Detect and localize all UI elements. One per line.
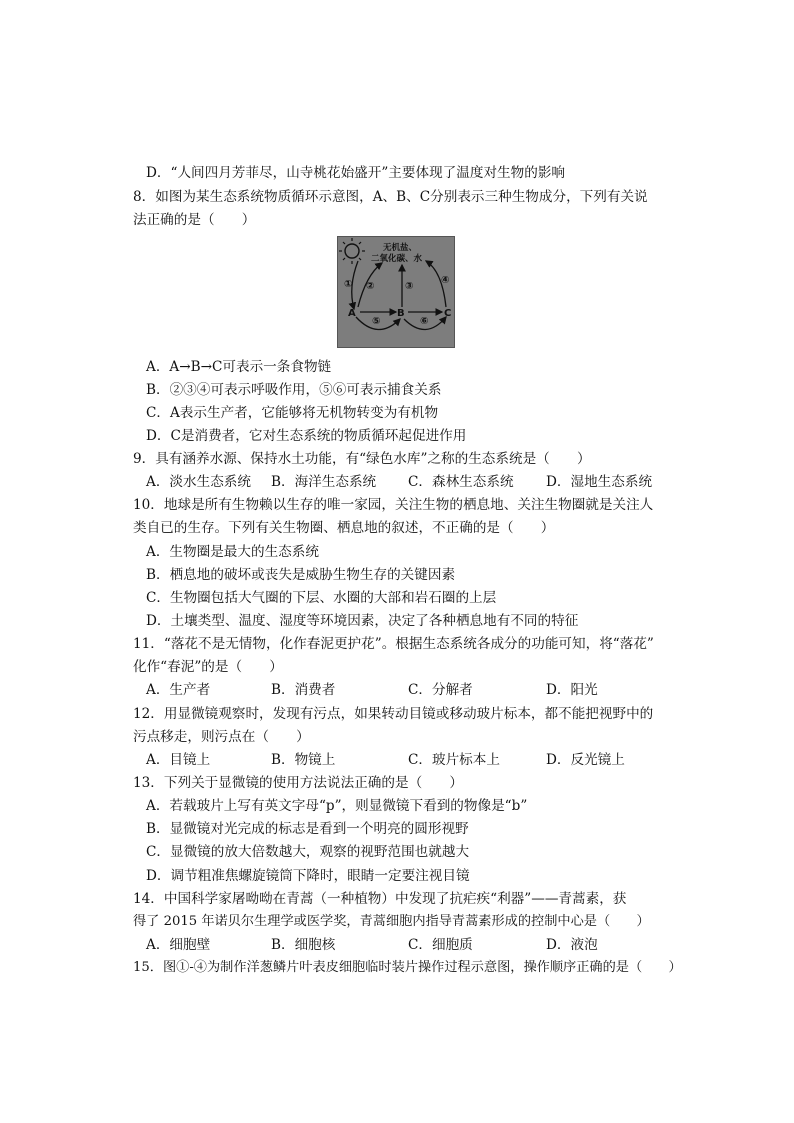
q13-stem: 13．下列关于显微镜的使用方法说法正确的是（ ） — [133, 775, 463, 791]
q14-option-b: B．细胞核 — [271, 937, 336, 953]
q14-option-a: A．细胞壁 — [146, 937, 211, 953]
q10-stem-line1: 10．地球是所有生物赖以生存的唯一家园，关注生物的栖息地、关注生物圈就是关注人 — [133, 497, 654, 513]
q14-option-c: C．细胞质 — [408, 937, 473, 953]
q11-stem-line1: 11．“落花不是无情物，化作春泥更护花”。根据生态系统各成分的功能可知，将“落花” — [133, 636, 654, 652]
q11-option-d: D．阳光 — [546, 682, 598, 698]
q12-stem-line1: 12．用显微镜观察时，发现有污点，如果转动目镜或移动玻片标本，都不能把视野中的 — [133, 706, 654, 722]
q13-option-c: C．显微镜的放大倍数越大，观察的视野范围也就越大 — [146, 844, 470, 860]
q12-option-a: A．目镜上 — [146, 752, 211, 768]
q10-option-d: D．土壤类型、温度、湿度等环境因素，决定了各种栖息地有不同的特征 — [146, 613, 579, 629]
label-arrow-1: ① — [344, 279, 353, 290]
q8-option-c: C．A表示生产者，它能够将无机物转变为有机物 — [146, 405, 439, 421]
q13-option-d: D．调节粗准焦螺旋镜筒下降时，眼睛一定要注视目镜 — [146, 868, 470, 884]
q8-option-a: A．A→B→C可表示一条食物链 — [146, 359, 332, 375]
q8-option-d: D．C是消费者，它对生态系统的物质循环起促进作用 — [146, 428, 467, 444]
diagram-svg — [338, 237, 454, 347]
q15-stem: 15．图①-④为制作洋葱鳞片叶表皮细胞临时装片操作过程示意图，操作顺序正确的是（ ） — [133, 960, 682, 975]
q9-option-a: A．淡水生态系统 — [146, 474, 251, 490]
q11-option-a: A．生产者 — [146, 682, 211, 698]
previous-option-d: D．“人间四月芳菲尽，山寺桃花始盛开”主要体现了温度对生物的影响 — [146, 165, 566, 181]
q10-option-c: C．生物圈包括大气圈的下层、水圈的大部和岩石圈的上层 — [146, 590, 497, 606]
label-arrow-5: ⑤ — [372, 316, 381, 327]
q10-option-b: B．栖息地的破坏或丧失是威胁生物生存的关键因素 — [146, 567, 456, 583]
q12-stem-line2: 污点移走，则污点在（ ） — [133, 729, 310, 745]
q8-option-b: B．②③④可表示呼吸作用，⑤⑥可表示捕食关系 — [146, 382, 442, 398]
node-b: B — [397, 308, 405, 319]
q12-option-c: C．玻片标本上 — [408, 752, 500, 768]
q8-stem-line1: 8．如图为某生态系统物质循环示意图，A、B、C分别表示三种生物成分，下列有关说 — [133, 189, 648, 205]
q11-stem-line2: 化作“春泥”的是（ ） — [133, 659, 283, 675]
arrow-1-line — [352, 261, 358, 309]
material-cycle-diagram — [337, 236, 455, 348]
q11-option-c: C．分解者 — [408, 682, 473, 698]
q12-option-b: B．物镜上 — [271, 752, 336, 768]
q9-option-d: D．湿地生态系统 — [546, 474, 653, 490]
q10-stem-line2: 类自已的生存。下列有关生物圈、栖息地的叙述，不正确的是（ ） — [133, 520, 555, 536]
q13-option-a: A．若载玻片上写有英文字母“p”，则显微镜下看到的物像是“b” — [146, 798, 528, 814]
label-inorganic-line1: 无机盐、 — [383, 243, 418, 253]
q8-stem-line2: 法正确的是（ ） — [133, 212, 256, 228]
q9-option-b: B．海洋生态系统 — [271, 474, 377, 490]
q14-option-d: D．液泡 — [546, 937, 598, 953]
q13-option-b: B．显微镜对光完成的标志是看到一个明亮的圆形视野 — [146, 821, 469, 837]
label-arrow-2: ② — [366, 281, 375, 292]
label-arrow-4: ④ — [441, 275, 450, 286]
node-a: A — [348, 308, 356, 319]
q11-option-b: B．消费者 — [271, 682, 336, 698]
sun-icon — [339, 238, 365, 264]
q9-option-c: C．森林生态系统 — [408, 474, 514, 490]
node-c: C — [444, 308, 452, 319]
q14-stem-line2: 得了 2015 年诺贝尔生理学或医学奖，青蒿细胞内指导青蒿素形成的控制中心是（ ） — [133, 914, 650, 929]
q12-option-d: D．反光镜上 — [546, 752, 625, 768]
label-inorganic-line2: 二氧化碳、水 — [371, 254, 423, 264]
q10-option-a: A．生物圈是最大的生态系统 — [146, 544, 319, 560]
q9-stem: 9．具有涵养水源、保持水土功能，有“绿色水库”之称的生态系统是（ ） — [133, 451, 591, 467]
label-arrow-3: ③ — [405, 281, 414, 292]
q14-stem-line1: 14．中国科学家屠呦呦在青蒿（一种植物）中发现了抗疟疾“利器”——青蒿素，获 — [133, 891, 627, 907]
label-arrow-6: ⑥ — [420, 316, 429, 327]
